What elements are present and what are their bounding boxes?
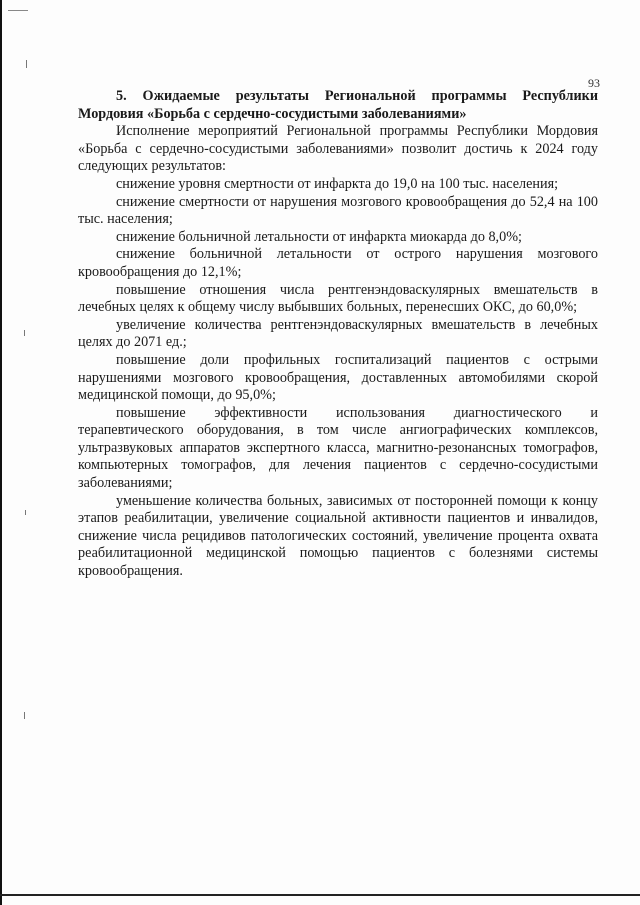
paragraph: увеличение количества рентгенэндоваскулярных вмешательств в лечебных целях до 2071 ед.;	[78, 316, 598, 351]
scan-mark	[24, 330, 25, 336]
paragraph: повышение отношения числа рентгенэндоваскулярных вмешательств в лечебных целях к общему числу выбывших больных, перенесших ОКС, до 60,0%;	[78, 281, 598, 316]
scan-edge-left	[0, 0, 2, 905]
paragraph: снижение смертности от нарушения мозгового кровообращения до 52,4 на 100 тыс. населения;	[78, 193, 598, 228]
scan-mark	[24, 712, 25, 719]
paragraph: повышение эффективности использования диагностического и терапевтического оборудования, в том числе ангиографических комплексов, ультразвуковых аппаратов экспертного класса, магнитно-резонансных томографов, компьютерных томографов, для лечения пациентов с сердечно-сосудистыми заболеваниями;	[78, 404, 598, 492]
paragraph: снижение больничной летальности от инфаркта миокарда до 8,0%;	[116, 228, 522, 245]
scan-mark	[8, 10, 28, 11]
paragraph: снижение уровня смертности от инфаркта до 19,0 на 100 тыс. населения;	[116, 175, 559, 192]
paragraph: Исполнение мероприятий Региональной программы Республики Мордовия «Борьба с сердечно-сосудистыми заболеваниями» позволит достичь к 2024 году следующих результатов:	[78, 123, 598, 175]
scan-mark	[26, 60, 27, 68]
scan-edge-bottom	[0, 894, 640, 896]
section-heading: 5. Ожидаемые результаты Региональной программы Республики Мордовия «Борьба с сердечно-сосудистыми заболеваниями»	[78, 88, 598, 122]
paragraph: повышение доли профильных госпитализаций пациентов с острыми нарушениями мозгового кровообращения, доставленных автомобилями скорой медицинской помощи, до 95,0%;	[78, 351, 598, 404]
document-body	[78, 88, 598, 581]
scan-mark	[25, 510, 26, 515]
page-number: 93	[588, 76, 600, 90]
paragraph: уменьшение количества больных, зависимых от посторонней помощи к концу этапов реабилитации, увеличение социальной активности пациентов и инвалидов, снижение числа рецидивов патологических состояний, увеличение процента охвата реабилитационной медицинской помощью пациентов с болезнями системы кровообращения.	[78, 492, 598, 580]
paragraph: снижение больничной летальности от острого нарушения мозгового кровообращения до 12,1%;	[78, 246, 598, 280]
